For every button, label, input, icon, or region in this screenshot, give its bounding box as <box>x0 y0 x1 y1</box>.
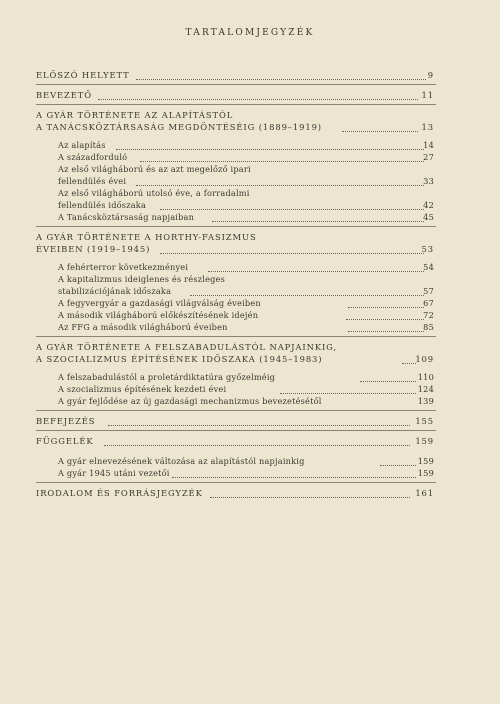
dot-leader <box>348 330 424 332</box>
toc-entry-text: A századforduló <box>58 152 128 162</box>
dot-leader <box>210 496 410 498</box>
toc-entry-text: Az első világháború utolsó éve, a forradalmi <box>58 188 250 198</box>
toc-page-number: 109 <box>415 354 434 364</box>
toc-entry-text: IRODALOM ÉS FORRÁSJEGYZÉK <box>36 488 203 498</box>
toc-entry-text: Az első világháború és az azt megelőző ipari <box>58 164 251 174</box>
dot-leader <box>212 220 424 222</box>
dot-leader <box>98 98 418 100</box>
toc-entry-text: A második világháború előkészítésének idején <box>58 310 259 320</box>
dot-leader <box>116 148 424 150</box>
toc-entry-text: Az FFG a második világháború éveiben <box>58 322 228 332</box>
toc-page-number: 54 <box>423 262 434 272</box>
toc-page-number: 159 <box>417 468 434 478</box>
toc-entry-text: A szocializmus építésének kezdeti évei <box>58 384 227 394</box>
toc-entry-text: A gyár 1945 utáni vezetői <box>58 468 170 478</box>
toc-entry-text: fellendülés időszaka <box>58 200 147 210</box>
divider <box>36 410 436 411</box>
dot-leader <box>208 270 424 272</box>
toc-entry-text: A gyár elnevezésének változása az alapítástól napjainkig <box>58 456 305 466</box>
toc-page-number: 33 <box>423 176 434 186</box>
toc-page-number: 57 <box>423 286 434 296</box>
toc-entry-text: A Tanácsköztársaság napjaiban <box>58 212 195 222</box>
toc-page-number: 110 <box>417 372 434 382</box>
dot-leader <box>190 294 424 296</box>
toc-page-number: 124 <box>417 384 434 394</box>
dot-leader <box>280 392 416 394</box>
toc-page-number: 53 <box>421 244 434 254</box>
dot-leader <box>108 424 410 426</box>
dot-leader <box>346 318 424 320</box>
toc-entry-text: A GYÁR TÖRTÉNETE AZ ALAPÍTÁSTÓL <box>36 110 234 120</box>
dot-leader <box>136 78 426 80</box>
toc-page-number: 85 <box>423 322 434 332</box>
toc-page-number: 11 <box>421 90 434 100</box>
page-title: TARTALOMJEGYZÉK <box>185 28 315 38</box>
divider <box>36 430 436 431</box>
dot-leader <box>136 184 424 186</box>
dot-leader <box>160 208 424 210</box>
toc-entry-text: A GYÁR TÖRTÉNETE A HORTHY-FASIZMUS <box>36 232 257 242</box>
toc-entry-text: stabilizációjának időszaka <box>58 286 172 296</box>
toc-entry-text: Az alapítás <box>58 140 106 150</box>
toc-entry-text: ÉVEIBEN (1919–1945) <box>36 244 151 254</box>
toc-page-number: 67 <box>423 298 434 308</box>
toc-entry-text: A GYÁR TÖRTÉNETE A FELSZABADULÁSTÓL NAPJAINKIG, <box>36 342 338 352</box>
dot-leader <box>160 252 424 254</box>
toc-page-number: 13 <box>421 122 434 132</box>
toc-entry-text: A fegyvergyár a gazdasági világválság éveiben <box>58 298 261 308</box>
toc-page-number: 42 <box>423 200 434 210</box>
dot-leader <box>402 362 416 364</box>
dot-leader <box>104 444 410 446</box>
dot-leader <box>172 476 416 478</box>
toc-page-number: 27 <box>423 152 434 162</box>
toc-page-number: 159 <box>417 456 434 466</box>
toc-page-number: 155 <box>415 416 434 426</box>
toc-entry-text: BEVEZETŐ <box>36 90 93 100</box>
dot-leader <box>348 306 424 308</box>
dot-leader <box>342 130 418 132</box>
divider <box>36 482 436 483</box>
toc-page-number: 9 <box>427 70 434 80</box>
toc-entry-text: BEFEJEZÉS <box>36 416 96 426</box>
toc-entry-text: fellendülés évei <box>58 176 127 186</box>
toc-entry-text: A felszabadulástól a proletárdiktatúra győzelméig <box>58 372 276 382</box>
toc-entry-text: A SZOCIALIZMUS ÉPÍTÉSÉNEK IDŐSZAKA (1945–1983) <box>36 354 323 364</box>
toc-page-number: 45 <box>423 212 434 222</box>
toc-page-number: 72 <box>423 310 434 320</box>
toc-entry-text: A gyár fejlődése az új gazdasági mechanizmus bevezetésétől <box>58 396 322 406</box>
toc-entry-text: FÜGGELÉK <box>36 436 94 446</box>
toc-page-number: 139 <box>417 396 434 406</box>
toc-page-number: 159 <box>415 436 434 446</box>
toc-entry-text: A TANÁCSKÖZTÁRSASÁG MEGDÖNTÉSÉIG (1889–1919) <box>36 122 322 132</box>
divider <box>36 84 436 85</box>
dot-leader <box>380 464 416 466</box>
dot-leader <box>140 160 424 162</box>
divider <box>36 336 436 337</box>
divider <box>36 226 436 227</box>
toc-page-number: 161 <box>415 488 434 498</box>
divider <box>36 104 436 105</box>
toc-entry-text: A kapitalizmus ideiglenes és részleges <box>58 274 226 284</box>
toc-page-number: 14 <box>423 140 434 150</box>
toc-entry-text: A fehérterror következményei <box>58 262 189 272</box>
dot-leader <box>360 380 416 382</box>
toc-entry-text: ELŐSZÓ HELYETT <box>36 70 130 80</box>
